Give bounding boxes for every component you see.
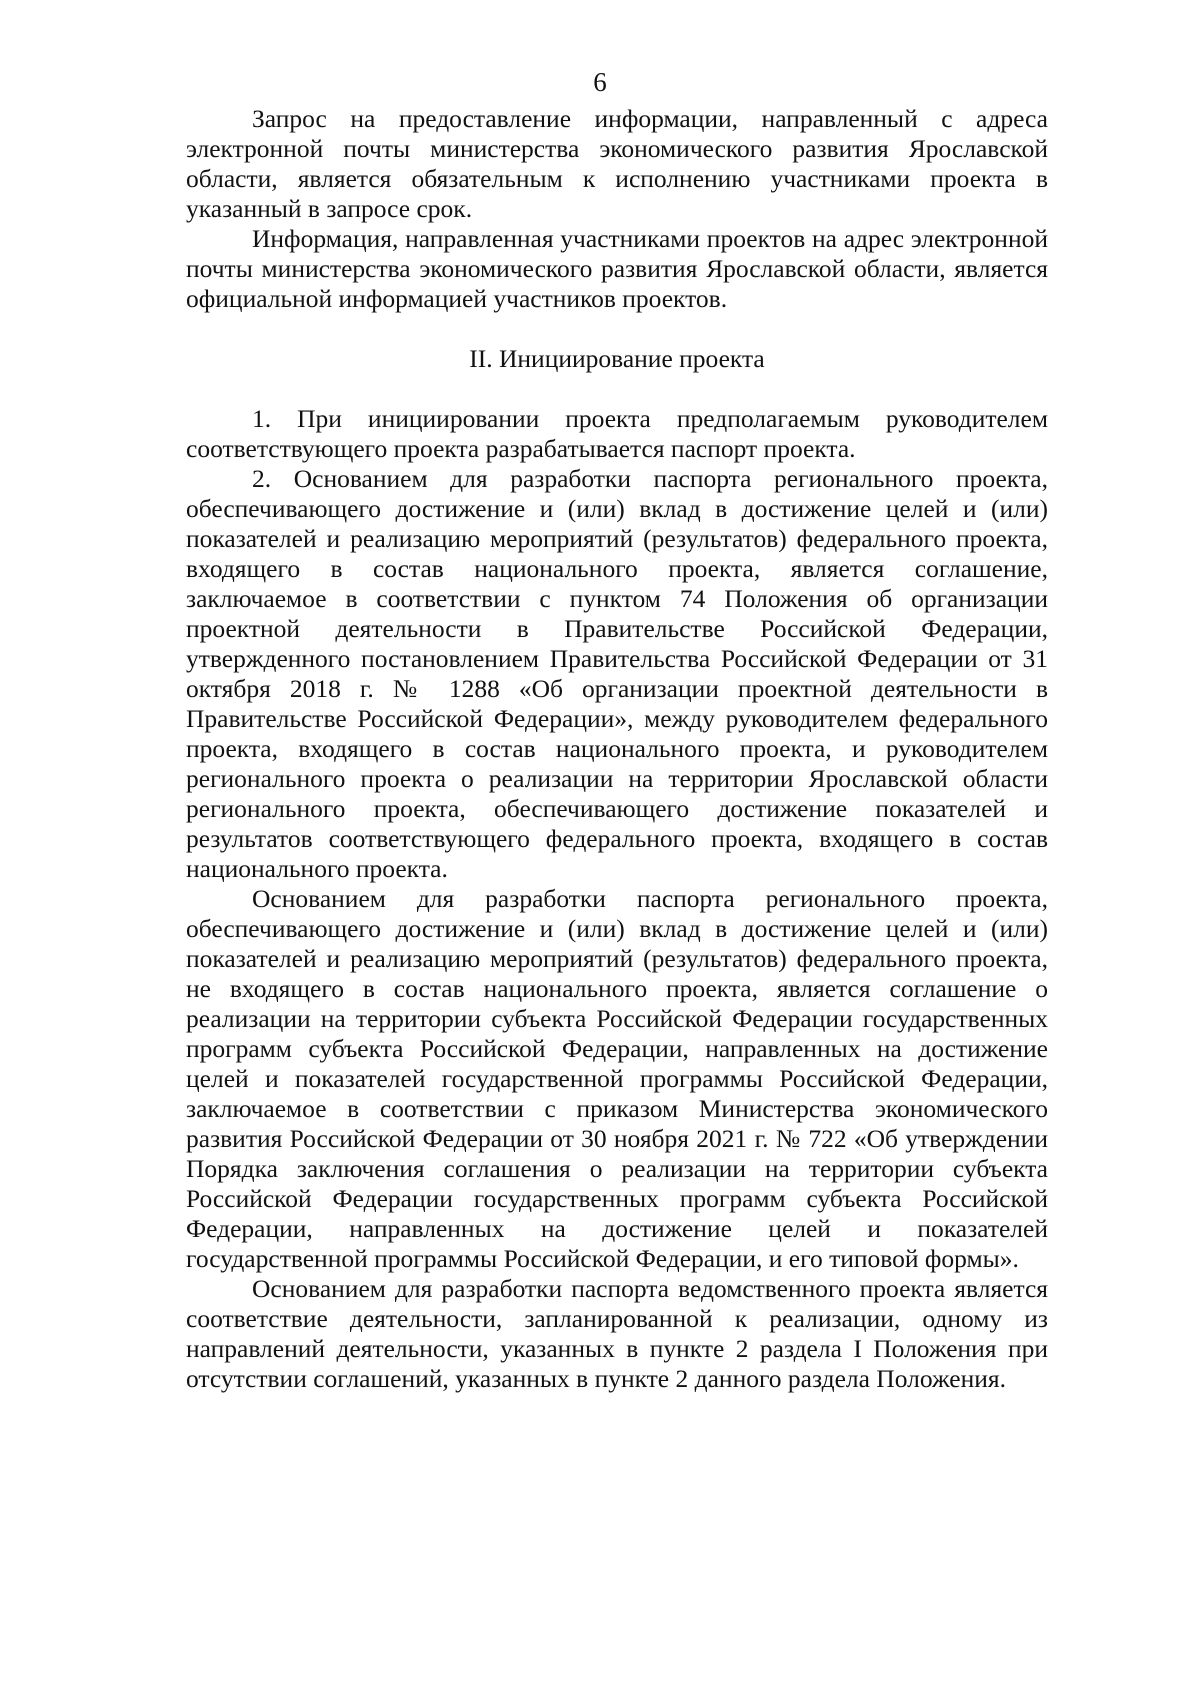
paragraph-regional-basis: Основанием для разработки паспорта регионального проекта, обеспечивающего достижение и (или) вклад в достижение целей и (или) показателей и реализацию мероприятий (результатов) федерального проекта, не входящего в состав национального проекта, является соглашение о реализации на территории субъекта Российской Федерации государственных программ субъекта Российской Федерации, направленных на достижение целей и показателей государственной программы Российской Федерации, заключаемое в соответствии с приказом Министерства экономического развития Российской Федерации от 30 ноября 2021 г. № 722 «Об утверждении Порядка заключения соглашения о реализации на территории субъекта Российской Федерации государственных программ субъекта Российской Федерации, направленных на достижение целей и показателей государственной программы Российской Федерации, и его типовой формы». xyxy=(186,884,1048,1273)
section-heading: II. Инициирование проекта xyxy=(469,344,765,373)
page-number: 6 xyxy=(593,67,607,97)
paragraph-info-request: Запрос на предоставление информации, направленный с адреса электронной почты министерства экономического развития Ярославской области, является обязательным к исполнению участниками проекта в указанный в запросе срок. xyxy=(186,104,1048,223)
paragraph-official-info: Информация, направленная участниками проектов на адрес электронной почты министерства экономического развития Ярославской области, является официальной информацией участников проектов. xyxy=(186,224,1048,313)
paragraph-item-2: 2. Основанием для разработки паспорта регионального проекта, обеспечивающего достижение и (или) вклад в достижение целей и (или) показателей и реализацию мероприятий (результатов) федерального проекта, входящего в состав национального проекта, является соглашение, заключаемое в соответствии с пунктом 74 Положения об организации проектной деятельности в Правительстве Российской Федерации, утвержденного постановлением Правительства Российской Федерации от 31 октября 2018 г. № 1288 «Об организации проектной деятельности в Правительстве Российской Федерации», между руководителем федерального проекта, входящего в состав национального проекта, и руководителем регионального проекта о реализации на территории Ярославской области регионального проекта, обеспечивающего достижение показателей и результатов соответствующего федерального проекта, входящего в состав национального проекта. xyxy=(186,464,1048,883)
paragraph-item-1: 1. При инициировании проекта предполагаемым руководителем соответствующего проекта разрабатывается паспорт проекта. xyxy=(186,404,1048,463)
paragraph-departmental-basis: Основанием для разработки паспорта ведомственного проекта является соответствие деятельности, запланированной к реализации, одному из направлений деятельности, указанных в пункте 2 раздела I Положения при отсутствии соглашений, указанных в пункте 2 данного раздела Положения. xyxy=(186,1274,1048,1393)
document-body xyxy=(186,104,1048,1394)
